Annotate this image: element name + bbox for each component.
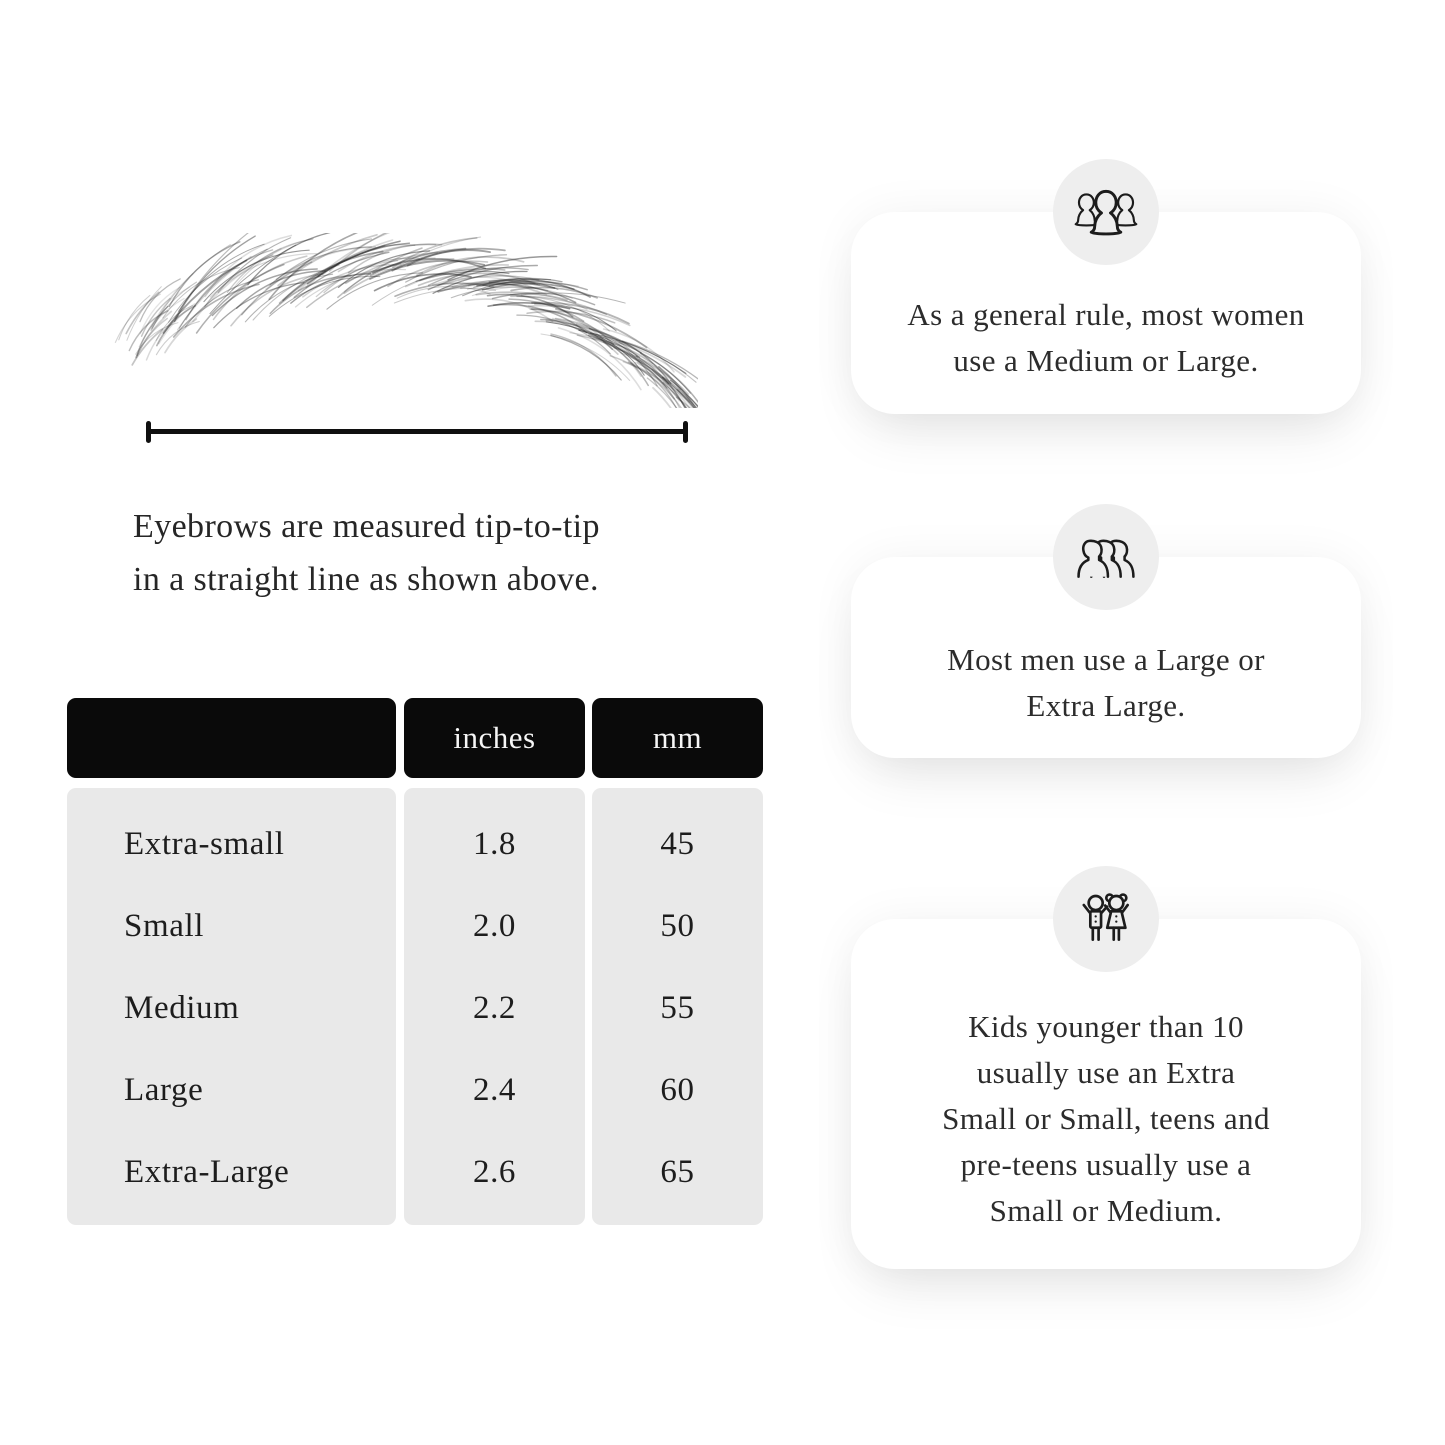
card-line: Small or Medium. [989, 1193, 1223, 1228]
icon-badge [1053, 866, 1159, 972]
men-group-icon [1073, 524, 1139, 590]
size-table-label-column [67, 788, 396, 1225]
eyebrow-illustration [112, 233, 698, 408]
measurement-caption [133, 500, 600, 606]
inches-value: 2.2 [472, 989, 517, 1026]
line-bar [148, 429, 686, 434]
card-line: pre-teens usually use a [960, 1147, 1252, 1182]
inches-value: 1.8 [472, 825, 517, 862]
card-line: As a general rule, most women [907, 297, 1305, 332]
mm-value: 55 [660, 989, 695, 1026]
size-label: Medium [124, 989, 240, 1026]
size-table-inches-column [404, 788, 585, 1225]
mm-value: 60 [660, 1071, 695, 1108]
inches-value: 2.0 [472, 907, 517, 944]
info-card-women [851, 212, 1361, 414]
info-card-men [851, 557, 1361, 758]
line-right-cap [683, 421, 688, 443]
card-line: Small or Small, teens and [942, 1101, 1270, 1136]
inches-value: 2.6 [472, 1153, 517, 1190]
size-label: Extra-Large [124, 1153, 290, 1190]
icon-badge [1053, 159, 1159, 265]
size-table [67, 698, 763, 1225]
women-group-icon [1073, 179, 1139, 245]
card-text [942, 1004, 1270, 1234]
mm-value: 50 [660, 907, 695, 944]
measurement-line [146, 421, 688, 443]
card-line: use a Medium or Large. [953, 343, 1259, 378]
size-label: Large [124, 1071, 204, 1108]
size-table-header-blank [67, 698, 396, 778]
card-text [947, 637, 1265, 729]
info-card-kids [851, 919, 1361, 1269]
size-table-mm-column [592, 788, 763, 1225]
card-line: Most men use a Large or [947, 641, 1265, 677]
icon-badge [1053, 504, 1159, 610]
size-table-header-inches: inches [404, 698, 585, 778]
mm-value: 45 [660, 825, 695, 862]
card-line: usually use an Extra [976, 1055, 1236, 1090]
caption-line-2: in a straight line as shown above. [133, 561, 599, 598]
kids-icon [1073, 886, 1139, 952]
inches-value: 2.4 [472, 1071, 517, 1108]
size-table-header-mm: mm [592, 698, 763, 778]
mm-value: 65 [660, 1153, 695, 1190]
caption-line-1: Eyebrows are measured tip-to-tip [133, 508, 600, 545]
size-label: Extra-small [124, 825, 285, 862]
card-line: Extra Large. [1026, 687, 1186, 723]
card-line: Kids younger than 10 [968, 1009, 1244, 1044]
card-text [907, 292, 1304, 384]
size-label: Small [124, 907, 205, 944]
